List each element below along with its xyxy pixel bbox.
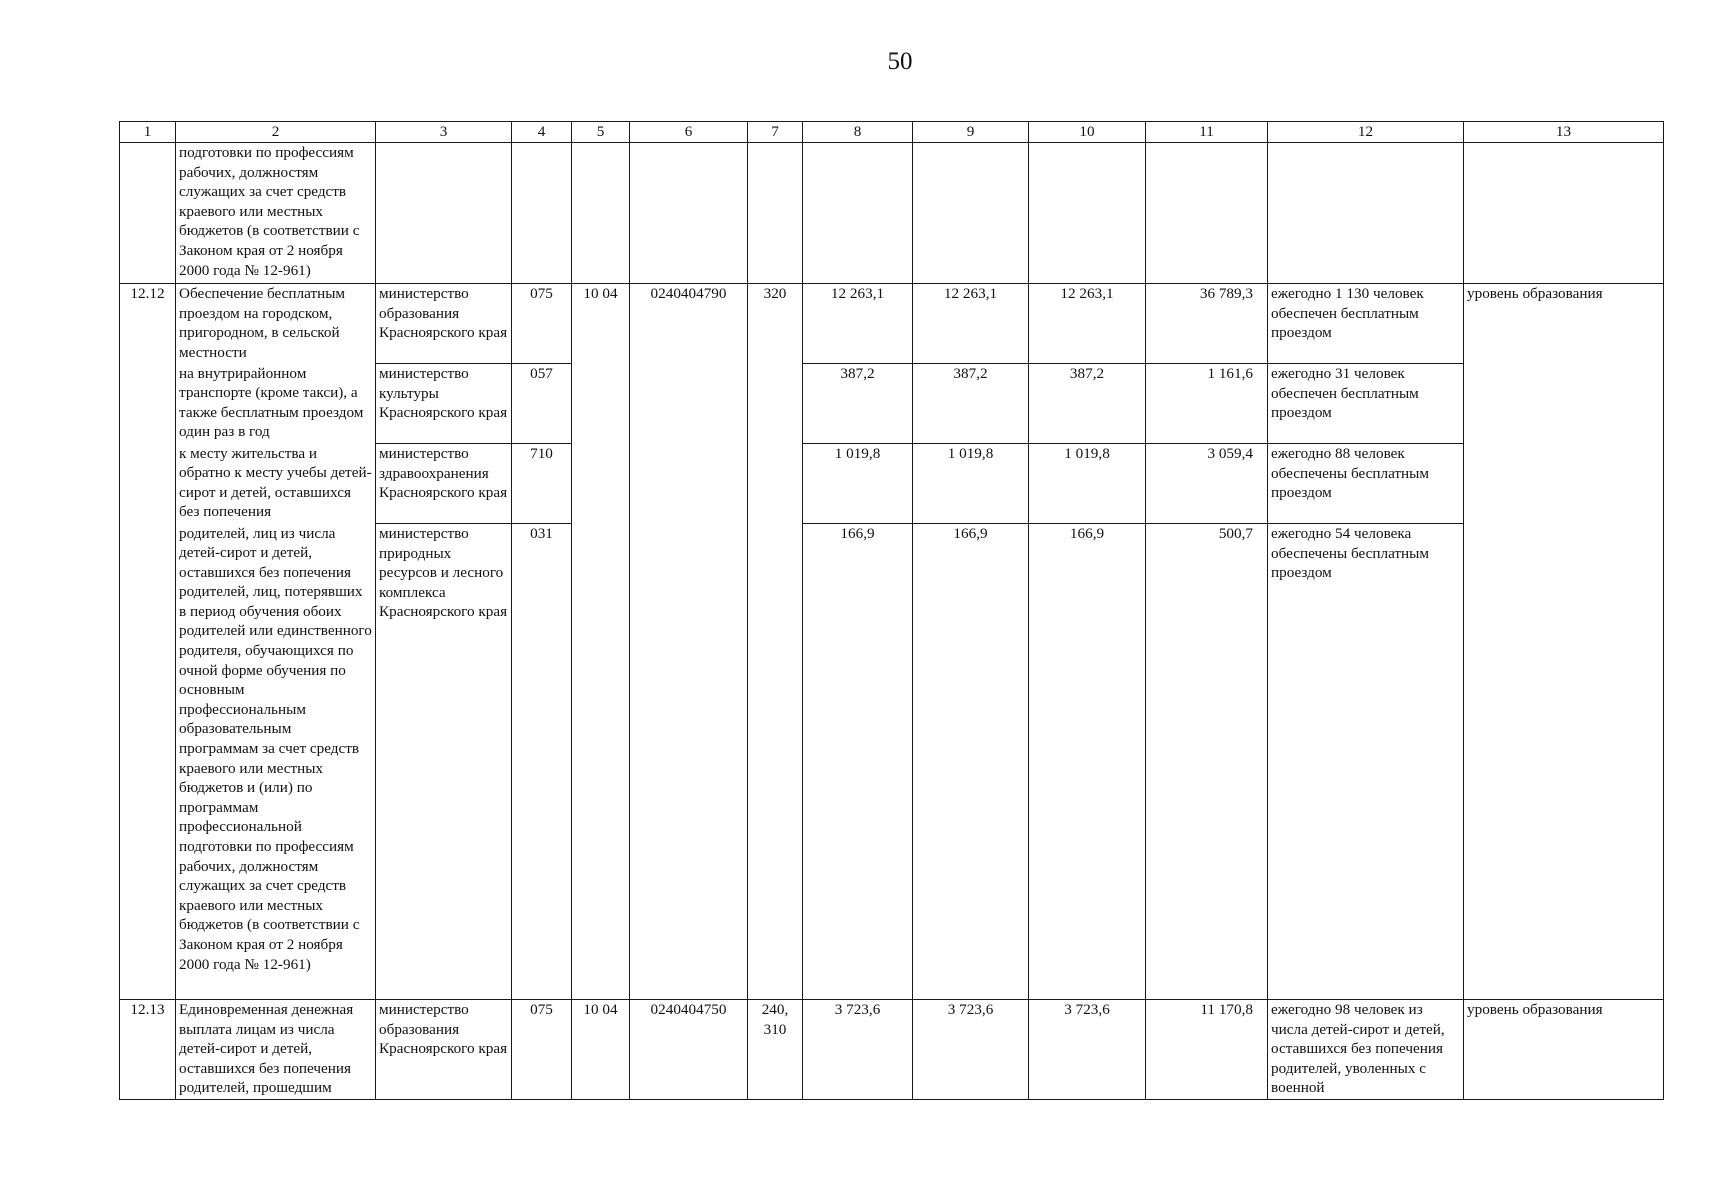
table-row <box>120 1000 1664 1100</box>
table-row <box>120 364 1664 444</box>
item-number: 12.12 <box>120 284 176 1000</box>
page-number: 50 <box>887 48 913 75</box>
activity-description: к месту жительства и обратно к месту учебы детей-сирот и детей, оставшихся без попечения <box>176 444 376 524</box>
grbs-name: министерство образования Красноярского края <box>376 284 512 364</box>
column-number: 12 <box>1268 122 1464 143</box>
column-number: 3 <box>376 122 512 143</box>
item-number: 12.13 <box>120 1000 176 1100</box>
column-number: 10 <box>1029 122 1146 143</box>
expected-result: ежегодно 1 130 человек обеспечен бесплатным проездом <box>1268 284 1464 364</box>
amount-year-3: 1 019,8 <box>1029 444 1146 524</box>
grbs-code: 057 <box>512 364 572 444</box>
activity-description: на внутрирайонном транспорте (кроме такси), а также бесплатным проездом один раз в год <box>176 364 376 444</box>
grbs-name: министерство здравоохранения Красноярского края <box>376 444 512 524</box>
column-number: 6 <box>630 122 748 143</box>
column-number-row <box>120 122 1664 143</box>
result-level: уровень образования <box>1464 1000 1664 1100</box>
grbs-code: 075 <box>512 284 572 364</box>
section-code: 10 04 <box>572 1000 630 1100</box>
grbs-code: 075 <box>512 1000 572 1100</box>
activity-description: Единовременная денежная выплата лицам из числа детей-сирот и детей, оставшихся без попечения родителей, прошедшим <box>176 1000 376 1100</box>
grbs-name: министерство образования Красноярского края <box>376 1000 512 1100</box>
expected-result: ежегодно 98 человек из числа детей-сирот и детей, оставшихся без попечения родителей, уволенных с военной <box>1268 1000 1464 1100</box>
amount-total: 3 059,4 <box>1146 444 1268 524</box>
table-row <box>120 524 1664 1000</box>
amount-total: 500,7 <box>1146 524 1268 1000</box>
amount-year-1: 3 723,6 <box>803 1000 913 1100</box>
table-row <box>120 143 1664 284</box>
activity-description: родителей, лиц из числа детей-сирот и детей, оставшихся без попечения родителей, лиц, потерявших в период обучения обоих родителей или единственного родителя, обучающихся по очной форме обучения по основным профессиональным образовательным программам за счет средств краевого или местных бюджетов и (или) по программам профессиональной подготовки по профессиям рабочих, должностям служащих за счет средств краевого или местных бюджетов (в соответствии с Законом края от 2 ноября 2000 года № 12-961) <box>176 524 376 1000</box>
amount-year-2: 166,9 <box>913 524 1029 1000</box>
amount-year-2: 3 723,6 <box>913 1000 1029 1100</box>
column-number: 1 <box>120 122 176 143</box>
section-code: 10 04 <box>572 284 630 1000</box>
column-number: 4 <box>512 122 572 143</box>
expense-type: 240, 310 <box>748 1000 803 1100</box>
amount-year-1: 1 019,8 <box>803 444 913 524</box>
grbs-code: 031 <box>512 524 572 1000</box>
amount-total: 1 161,6 <box>1146 364 1268 444</box>
grbs-name: министерство культуры Красноярского края <box>376 364 512 444</box>
grbs-code: 710 <box>512 444 572 524</box>
amount-total: 11 170,8 <box>1146 1000 1268 1100</box>
column-number: 13 <box>1464 122 1664 143</box>
target-code: 0240404790 <box>630 284 748 1000</box>
expense-type: 320 <box>748 284 803 1000</box>
table-row <box>120 284 1664 364</box>
amount-year-2: 1 019,8 <box>913 444 1029 524</box>
amount-year-3: 387,2 <box>1029 364 1146 444</box>
amount-year-1: 12 263,1 <box>803 284 913 364</box>
amount-year-1: 387,2 <box>803 364 913 444</box>
expected-result: ежегодно 54 человека обеспечены бесплатным проездом <box>1268 524 1464 1000</box>
column-number: 2 <box>176 122 376 143</box>
budget-table <box>119 121 1664 1100</box>
column-number: 11 <box>1146 122 1268 143</box>
expected-result: ежегодно 31 человек обеспечен бесплатным проездом <box>1268 364 1464 444</box>
grbs-name: министерство природных ресурсов и лесного комплекса Красноярского края <box>376 524 512 1000</box>
result-level: уровень образования <box>1464 284 1664 364</box>
column-number: 7 <box>748 122 803 143</box>
amount-year-1: 166,9 <box>803 524 913 1000</box>
amount-year-3: 166,9 <box>1029 524 1146 1000</box>
column-number: 5 <box>572 122 630 143</box>
activity-description: подготовки по профессиям рабочих, должностям служащих за счет средств краевого или местных бюджетов (в соответствии с Законом края от 2 ноября 2000 года № 12-961) <box>176 143 376 284</box>
amount-year-3: 3 723,6 <box>1029 1000 1146 1100</box>
amount-year-2: 387,2 <box>913 364 1029 444</box>
expected-result: ежегодно 88 человек обеспечены бесплатным проездом <box>1268 444 1464 524</box>
column-number: 9 <box>913 122 1029 143</box>
activity-description: Обеспечение бесплатным проездом на городском, пригородном, в сельской местности <box>176 284 376 364</box>
amount-total: 36 789,3 <box>1146 284 1268 364</box>
target-code: 0240404750 <box>630 1000 748 1100</box>
table-row <box>120 444 1664 524</box>
column-number: 8 <box>803 122 913 143</box>
amount-year-3: 12 263,1 <box>1029 284 1146 364</box>
amount-year-2: 12 263,1 <box>913 284 1029 364</box>
